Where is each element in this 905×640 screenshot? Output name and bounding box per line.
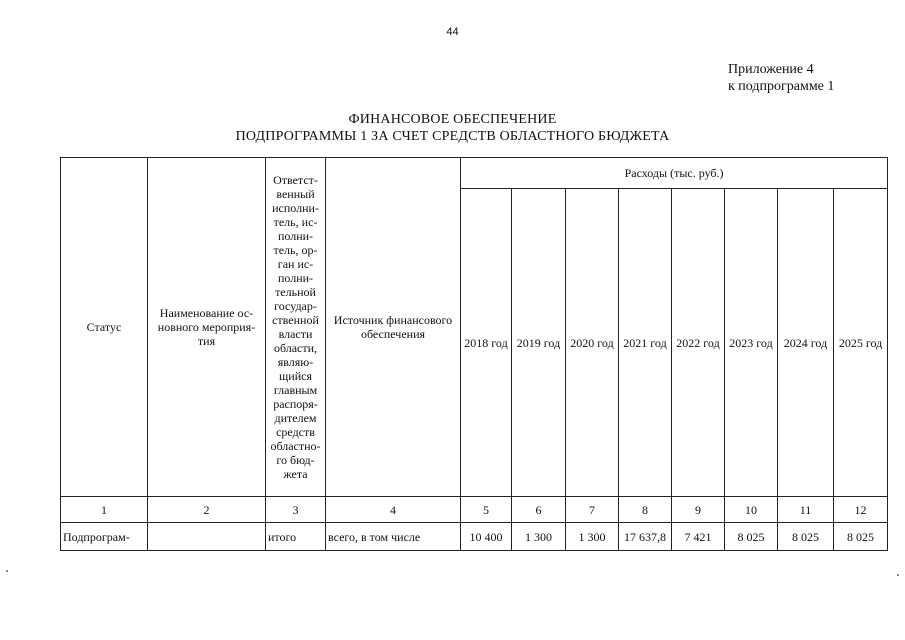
column-number: 11 bbox=[778, 497, 834, 523]
header-year: 2022 год bbox=[672, 189, 725, 497]
cell-value: 7 421 bbox=[672, 523, 725, 551]
header-year: 2021 год bbox=[619, 189, 672, 497]
cell-status: Подпрограм- bbox=[61, 523, 148, 551]
header-expenses: Расходы (тыс. руб.) bbox=[461, 158, 888, 189]
header-year: 2019 год bbox=[512, 189, 566, 497]
column-number: 9 bbox=[672, 497, 725, 523]
cell-source: всего, в том числе bbox=[326, 523, 461, 551]
cell-executor: итого bbox=[266, 523, 326, 551]
appendix-caption bbox=[728, 61, 834, 95]
scan-speck bbox=[6, 570, 8, 572]
header-year: 2023 год bbox=[725, 189, 778, 497]
title-line-2: ПОДПРОГРАММЫ 1 ЗА СЧЕТ СРЕДСТВ ОБЛАСТНОГО БЮДЖЕТА bbox=[235, 129, 670, 144]
cell-value: 8 025 bbox=[778, 523, 834, 551]
column-number: 5 bbox=[461, 497, 512, 523]
header-year: 2020 год bbox=[566, 189, 619, 497]
header-year: 2025 год bbox=[834, 189, 888, 497]
header-executor: Ответст-венный исполни-тель, ис-полни-тель, ор-ган ис-полни-тельной государ-ственной власти области, являю-щийся главным распоря-дителем средств областно-го бюд-жета bbox=[266, 158, 326, 497]
column-number-row bbox=[61, 497, 888, 523]
appendix-line-1: Приложение 4 bbox=[728, 62, 814, 77]
cell-value: 1 300 bbox=[566, 523, 619, 551]
table-row bbox=[61, 523, 888, 551]
cell-value: 8 025 bbox=[725, 523, 778, 551]
column-number: 8 bbox=[619, 497, 672, 523]
header-year: 2018 год bbox=[461, 189, 512, 497]
cell-value: 1 300 bbox=[512, 523, 566, 551]
cell-value: 17 637,8 bbox=[619, 523, 672, 551]
column-number: 7 bbox=[566, 497, 619, 523]
document-title bbox=[0, 111, 905, 145]
title-line-1: ФИНАНСОВОЕ ОБЕСПЕЧЕНИЕ bbox=[348, 112, 557, 127]
header-year: 2024 год bbox=[778, 189, 834, 497]
header-activity-name: Наименование ос-новного мероприя-тия bbox=[148, 158, 266, 497]
column-number: 4 bbox=[326, 497, 461, 523]
column-number: 10 bbox=[725, 497, 778, 523]
cell-value: 8 025 bbox=[834, 523, 888, 551]
financing-table bbox=[60, 157, 888, 551]
column-number: 1 bbox=[61, 497, 148, 523]
column-number: 3 bbox=[266, 497, 326, 523]
appendix-line-2: к подпрограмме 1 bbox=[728, 79, 835, 94]
scan-speck bbox=[897, 574, 899, 576]
cell-activity-name bbox=[148, 523, 266, 551]
column-number: 2 bbox=[148, 497, 266, 523]
page-number: 44 bbox=[446, 26, 459, 38]
column-number: 6 bbox=[512, 497, 566, 523]
header-row-1 bbox=[61, 158, 888, 189]
cell-value: 10 400 bbox=[461, 523, 512, 551]
header-source: Источник финансового обеспечения bbox=[326, 158, 461, 497]
column-number: 12 bbox=[834, 497, 888, 523]
header-status: Статус bbox=[61, 158, 148, 497]
